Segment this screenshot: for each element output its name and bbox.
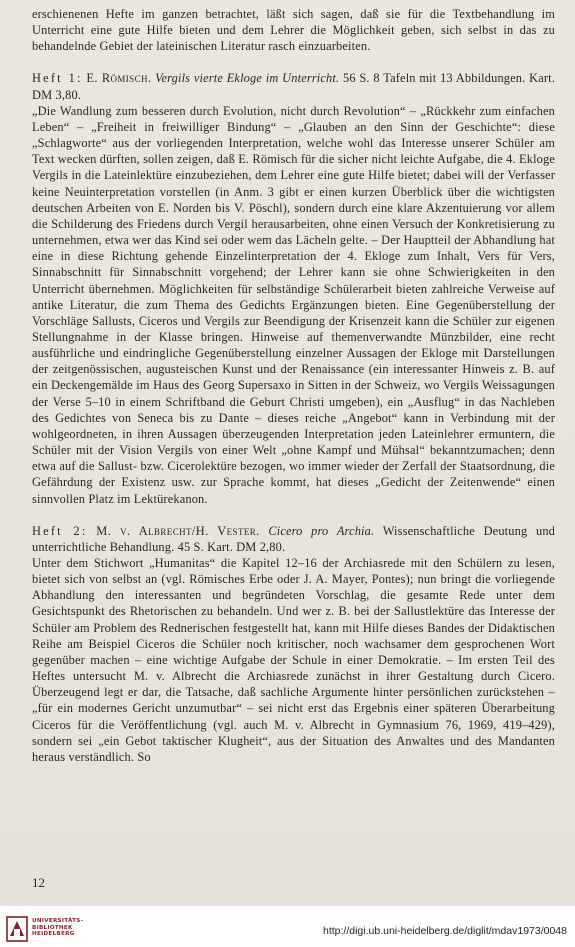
library-name-line: UNIVERSITÄTS- — [32, 918, 84, 924]
heft1-body: „Die Wandlung zum besseren durch Evolution, nicht durch Revolution“ – „Rückkehr zum einfachen Leben“ – „Freiheit in freiwilliger Bindung“ – „Glauben an den Sinn der Geschichte“: diese „Schlagworte“ aus der vorliegenden Interpretation, welche wohl das Interesse unserer Schüler am Text wecken dürften, sollen zeigen, daß E. Römisch für die sicher nicht leichte Aufgabe, die 4. Ekloge Vergils in die Lateinlektüre einzubeziehen, dem Lehrer eine gute Hilfe bietet; dabei will der Verfasser keine Neuinterpretation vorstellen (in Anm. 3 gibt er einen kurzen Überblick über die wichtigsten deutschen Arbeiten von E. Norden bis V. Pöschl), sondern durch eine klare Akzentuierung vor allem die Schilderung des Friedens durch Vergil herausarbeiten, ohne einen Versuch der Konkretisierung zu unternehmen, etwa wer das Kind sei oder wem das Lächeln gelte. – Der Hauptteil der Abhandlung hat eine in diese Richtung gehende Einzelinterpretation der 4. Ekloge zum Inhalt, Vers für Vers, Sinnabschnitt für Sinnabschnitt vorgehend; der Lehrer kann sie ohne Schwierigkeiten in den Unterricht übernehmen. Möglichkeiten für selbständige Schülerarbeit bieten zahlreiche Verweise auf antike Literatur, die zum Thema des Gedichts Ergänzungen bieten. Eine Gegenüberstellung der Vorschläge Sallusts, Ciceros und Vergils zur Beendigung der Krisenzeit kann die Schüler zur eigenen Stellungnahme in der Klasse bringen. Hinweise auf themenverwandte Münzbilder, eine recht ausführliche und eindringliche Gegenüberstellung einzelner Aussagen der Ekloge mit Darstellungen der zeitgenössischen, augusteischen Kunst und der Renaissance (ein interessanter Hinweis z. B. auf ein Deckengemälde im Haus des Georg Supersaxo in Sitten in der Schweiz, wo Vergils Weissagungen der Verse 5–10 in einem Schriftband die Geburt Christi umgeben), ein „Ausflug“ in das Nachleben des Gedichtes von Seneca bis zu Dante – dieses reiche „Angebot“ kann in Verbindung mit der wohlgeordneten, in ihren Aussagen überzeugenden Interpretation jeden Lateinlehrer ermuntern, die Schüler mit der Vision Vergils von einer Welt „ohne Kampf und Mühsal“ bekanntzumachen; denn etwa auf die Sallust- bzw. Cicerolektüre bezogen, wo immer wieder der Zerfall der Staatsordnung, die Gefährdung der Existenz usw. zur Sprache kommt, hat dieses „Gedicht der Zeitenwende“ einen sinnvollen Platz im Lektürekanon. — [32, 103, 555, 506]
intro-paragraph: erschienenen Hefte im ganzen betrachtet, läßt sich sagen, daß sie für die Textbehandlung im Unterricht eine gute Hilfe bieten und dem Lehrer die Möglichkeit geben, sich selbst in das zu behandelnde Gebiet der lateinischen Literatur rasch einzuarbeiten. — [32, 7, 555, 54]
library-logo-icon[interactable] — [6, 916, 28, 942]
library-name-line: HEIDELBERG — [32, 931, 75, 938]
heft2-title: Cicero pro Archia. — [268, 523, 375, 538]
library-name — [32, 918, 83, 938]
page-number: 12 — [32, 875, 45, 890]
library-name-line: BIBLIOTHEK — [32, 924, 73, 931]
heft2-details: Wissenschaftliche Deutung und unterrichtliche Behandlung. 45 S. Kart. DM 2,80. — [32, 523, 556, 554]
heft1-details: 56 S. 8 Tafeln mit 13 Abbildungen. Kart. DM 3,80. — [32, 71, 555, 102]
heft2-body: Unter dem Stichwort „Humanitas“ die Kapitel 12–16 der Archiasrede mit den Schülern zu lesen, bietet sich von selbst an (vgl. Römisches Erbe oder J. A. Mayer, Pontes); nun bringt die vorliegende Abhandlung den interessanten und begründeten Vorschlag, die gesamte Rede unter dem Gesichtspunkt des Rhetorischen zu behandeln. Und wer z. B. bei der Sallustlektüre das Interesse der Schüler am Problem des Rednerischen festgestellt hat, kann mit Hilfe dieses Bandes der Didaktischen Reihe am Beispiel Ciceros die Schüler noch kritischer, noch wachsamer dem gesprochenen Wort gegenüber machen – eine wichtige Aufgabe der Schule in einer Demokratie. – Im ersten Teil des Heftes untersucht M. v. Albrecht die Archiasrede zunächst in ihrer Gestaltung durch Cicero. Überzeugend legt er dar, die Tatsache, daß sachliche Argumente hinter persönlichen zurückstehen – „für ein modernes Gericht unzumutbar“ – sei nicht erst das Ergebnis einer späteren Überarbeitung Ciceros für die Veröffentlichung (vgl. auch M. v. Albrecht in Gymnasium 76, 1969, 419–429), sondern sei „ein Gebot taktischer Klugheit“, aus der Situation des Anwaltes und des Mandanten heraus verständlich. So — [32, 556, 555, 764]
heft2-label: Heft 2: — [32, 523, 88, 538]
heft1-title: Vergils vierte Ekloge im Unterricht. — [155, 71, 340, 86]
heft1-heading — [32, 70, 555, 102]
heft2-author: M. v. Albrecht/H. Vester. — [96, 523, 260, 538]
digitization-footer — [0, 906, 575, 947]
permalink-url[interactable]: http://digi.ub.uni-heidelberg.de/diglit/mdav1973/0048 — [322, 925, 567, 937]
heft1-author: E. Römisch. — [86, 71, 152, 86]
heft1-label: Heft 1: — [32, 71, 83, 86]
page-text-column — [32, 6, 555, 765]
heft2-heading — [32, 523, 555, 555]
